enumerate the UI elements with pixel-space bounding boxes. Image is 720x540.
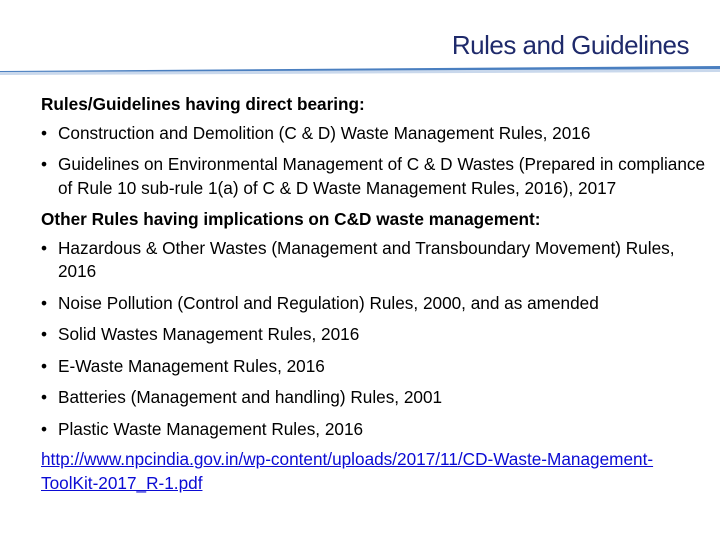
list-item-text: Hazardous & Other Wastes (Management and Transboundary Movement) Rules, 2016 <box>58 237 675 281</box>
list-item <box>41 292 706 316</box>
list-item <box>41 237 706 284</box>
list-item-text: Solid Wastes Management Rules, 2016 <box>58 324 360 344</box>
bullet-list <box>41 122 706 201</box>
section-direct-bearing <box>41 93 706 200</box>
slide-title: Rules and Guidelines <box>451 30 689 60</box>
list-item-text: Batteries (Management and handling) Rules, 2001 <box>58 387 443 407</box>
bullet-icon: • <box>41 122 48 143</box>
section-heading: Other Rules having implications on C&D waste management: <box>41 209 541 229</box>
bullet-icon: • <box>41 237 48 258</box>
list-item <box>41 418 706 442</box>
bullet-icon: • <box>41 154 48 174</box>
section-heading: Rules/Guidelines having direct bearing: <box>41 94 365 114</box>
list-item <box>41 323 706 347</box>
reference-link[interactable]: http://www.npcindia.gov.in/wp-content/uploads/2017/11/CD-Waste-Management-ToolKit-2017_R-1.pdf <box>41 449 654 493</box>
list-item-text: E-Waste Management Rules, 2016 <box>58 355 325 376</box>
bullet-icon: • <box>41 292 48 313</box>
bullet-icon: • <box>41 355 48 376</box>
bullet-icon: • <box>41 324 48 344</box>
slide-body <box>41 93 706 495</box>
list-item-text: Guidelines on Environmental Management of C & D Wastes (Prepared in compliance of Rule 10 sub-rule 1(a) of C & D Waste Management Rules, 2016), 2017 <box>58 154 706 198</box>
title-divider <box>0 66 720 76</box>
bullet-icon: • <box>41 387 48 407</box>
list-item-text: Plastic Waste Management Rules, 2016 <box>58 418 364 439</box>
list-item-text: Noise Pollution (Control and Regulation) Rules, 2000, and as amended <box>58 292 599 313</box>
list-item <box>41 153 706 200</box>
list-item-text: Construction and Demolition (C & D) Waste Management Rules, 2016 <box>58 122 591 143</box>
bullet-list <box>41 237 706 442</box>
list-item <box>41 122 706 146</box>
section-other-rules <box>41 208 706 441</box>
list-item <box>41 386 706 410</box>
bullet-icon: • <box>41 418 48 439</box>
list-item <box>41 355 706 379</box>
